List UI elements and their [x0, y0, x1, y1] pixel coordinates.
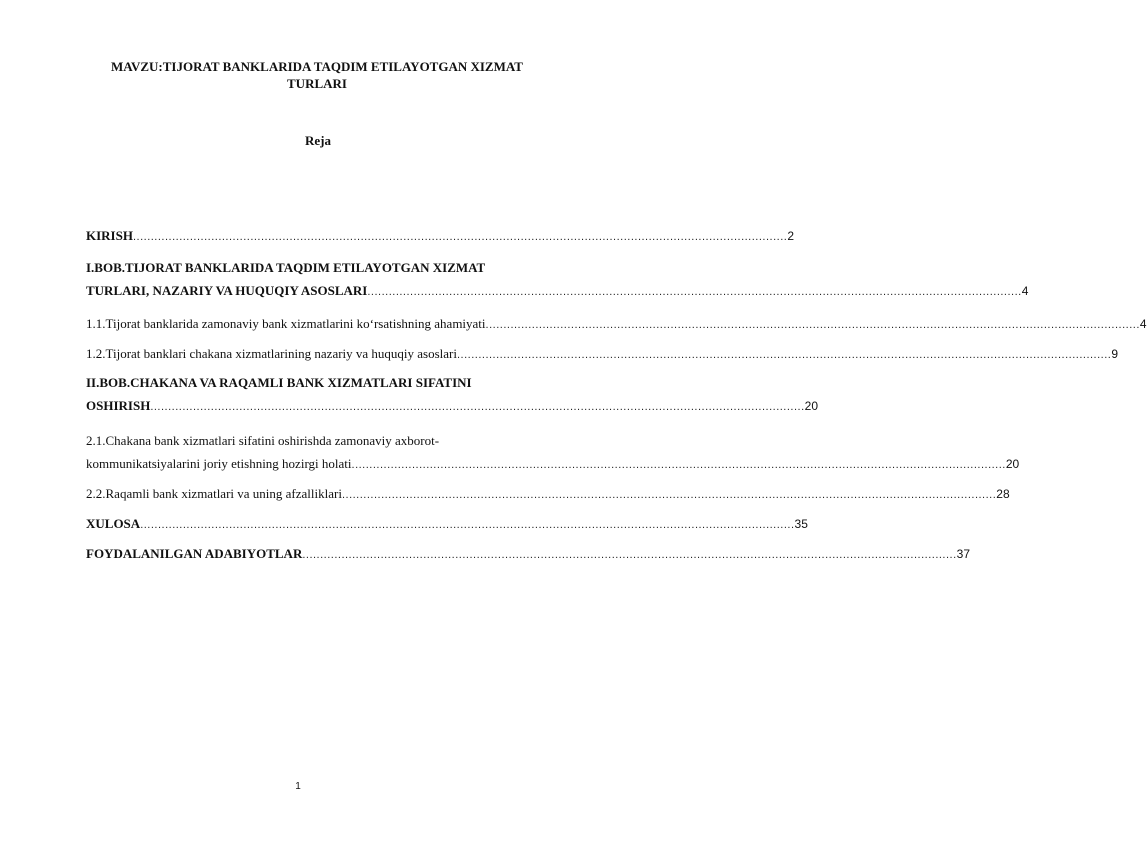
- toc-entry-title: kommunikatsiyalarini joriy etishning hozirgi holati: [86, 456, 352, 471]
- toc-leader-dots: ........................................................................................................................................................................................: [351, 459, 1006, 471]
- toc-entry-title: 2.2.Raqamli bank xizmatlari va uning afzalliklari: [86, 486, 342, 501]
- document-title: MAVZU:TIJORAT BANKLARIDA TAQDIM ETILAYOTGAN XIZMAT TURLARI: [111, 59, 523, 91]
- toc-leader-dots: ........................................................................................................................................................................................: [457, 349, 1112, 361]
- toc-entry-2-2[interactable]: [86, 486, 1010, 503]
- toc-entry-title: 1.1.Tijorat banklarida zamonaviy bank xizmatlarini koʻrsatishning ahamiyati: [86, 316, 486, 331]
- toc-page-number: 20: [1005, 457, 1020, 471]
- toc-page-number: 37: [956, 547, 971, 561]
- plan-heading: Reja: [305, 133, 331, 148]
- toc-page-number: 4: [1021, 284, 1029, 298]
- toc-entry-references[interactable]: [86, 546, 971, 563]
- toc-entry-chapter-1[interactable]: [86, 260, 1029, 300]
- toc-entry-title: OSHIRISH: [86, 398, 151, 413]
- toc-leader-dots: ........................................................................................................................................................................................: [485, 319, 1140, 331]
- toc-entry-title: FOYDALANILGAN ADABIYOTLAR: [86, 546, 303, 561]
- toc-page-number: 28: [996, 487, 1010, 501]
- toc-entry-title: XULOSA: [86, 516, 141, 531]
- toc-leader-dots: ........................................................................................................................................................................................: [302, 549, 957, 561]
- toc-entry-title-line1: I.BOB.TIJORAT BANKLARIDA TAQDIM ETILAYOTGAN XIZMAT: [86, 260, 486, 275]
- page-number: 1: [295, 781, 301, 792]
- toc-leader-dots: ........................................................................................................................................................................................: [132, 231, 788, 243]
- toc-leader-dots: ........................................................................................................................................................................................: [140, 519, 795, 531]
- toc-entry-1-1[interactable]: [86, 316, 1147, 333]
- toc-leader-dots: ........................................................................................................................................................................................: [150, 401, 805, 413]
- toc-entry-title: 1.2.Tijorat banklari chakana xizmatlarining nazariy va huquqiy asoslari: [86, 346, 457, 361]
- toc-entry-2-1[interactable]: [86, 433, 1020, 473]
- toc-page-number: 9: [1111, 347, 1119, 361]
- toc-page-number: 4: [1139, 317, 1147, 331]
- toc-page-number: 35: [794, 517, 808, 531]
- toc-entry-xulosa[interactable]: [86, 516, 808, 533]
- toc-entry-kirish[interactable]: [86, 228, 794, 245]
- toc-page-number: 2: [787, 229, 794, 243]
- toc-page-number: 20: [804, 399, 819, 413]
- toc-entry-chapter-2[interactable]: [86, 375, 819, 415]
- toc-entry-1-2[interactable]: [86, 346, 1119, 363]
- toc-entry-title: TURLARI, NAZARIY VA HUQUQIY ASOSLARI: [86, 283, 368, 298]
- toc-leader-dots: ........................................................................................................................................................................................: [341, 489, 997, 501]
- toc-entry-title-line1: II.BOB.CHAKANA VA RAQAMLI BANK XIZMATLARI SIFATINI: [86, 375, 472, 390]
- toc-leader-dots: ........................................................................................................................................................................................: [367, 286, 1022, 298]
- toc-entry-title-line1: 2.1.Chakana bank xizmatlari sifatini oshirishda zamonaviy axborot-: [86, 433, 440, 448]
- toc-entry-title: KIRISH: [86, 228, 133, 243]
